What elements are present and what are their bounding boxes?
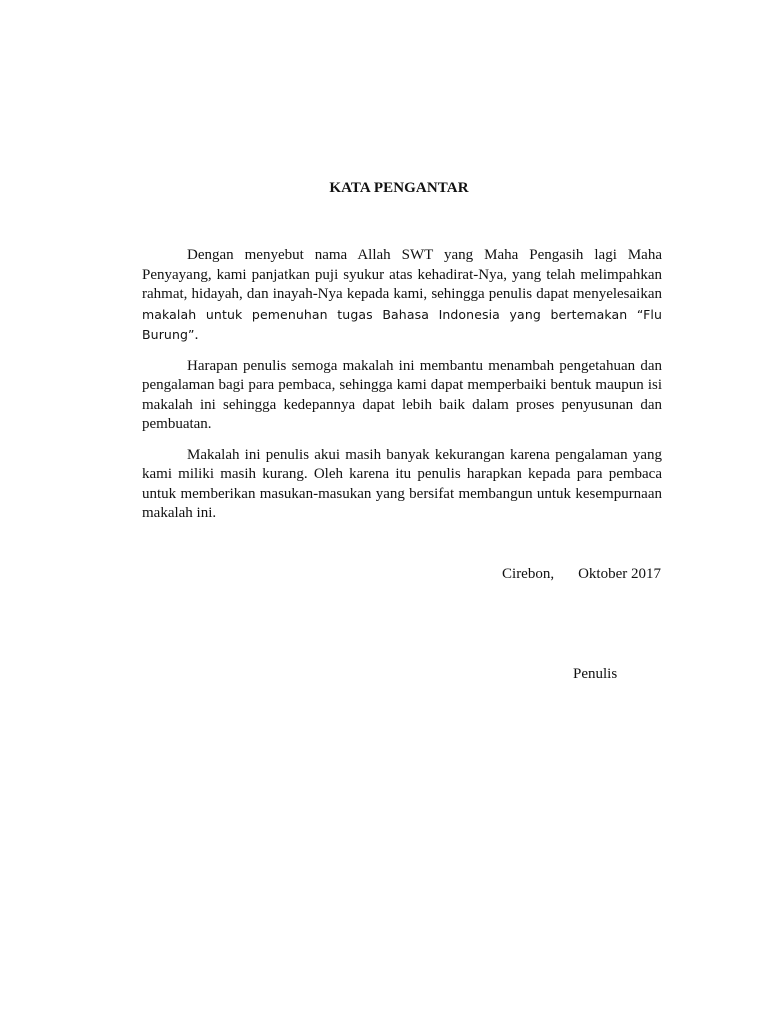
place-date — [502, 566, 661, 583]
paragraph-1 — [142, 246, 662, 346]
paragraph-2: Harapan penulis semoga makalah ini membantu menambah pengetahuan dan pengalaman bagi para pembaca, sehingga kami dapat memperbaiki bentuk maupun isi makalah ini sehingga kedepannya dapat lebih baik dalam proses penyusunan dan pembuatan. — [142, 357, 662, 432]
place: Cirebon, — [502, 566, 555, 582]
author: Penulis — [573, 666, 618, 682]
paragraph-1-end: . — [194, 327, 199, 343]
date: Oktober 2017 — [578, 566, 661, 582]
page-title: KATA PENGANTAR — [329, 180, 469, 196]
paragraph-3: Makalah ini penulis akui masih banyak kekurangan karena pengalaman yang kami miliki masih kurang. Oleh karena itu penulis harapkan kepada para pembaca untuk memberikan masukan-masukan yang bersifat membangun untuk kesempurnaan makalah ini. — [142, 446, 662, 521]
paragraph-1-text: Dengan menyebut nama Allah SWT yang Maha Pengasih lagi Maha Penyayang, kami panjatkan puji syukur atas kehadirat-Nya, yang telah melimpahkan rahmat, hidayah, dan inayah-Nya kepada kami, sehingga penulis dapat menyelesaikan — [142, 247, 662, 302]
paragraph-1-alt-text: makalah untuk pemenuhan tugas Bahasa Indonesia yang bertemakan “Flu Burung” — [142, 306, 662, 342]
document-body — [142, 246, 662, 535]
